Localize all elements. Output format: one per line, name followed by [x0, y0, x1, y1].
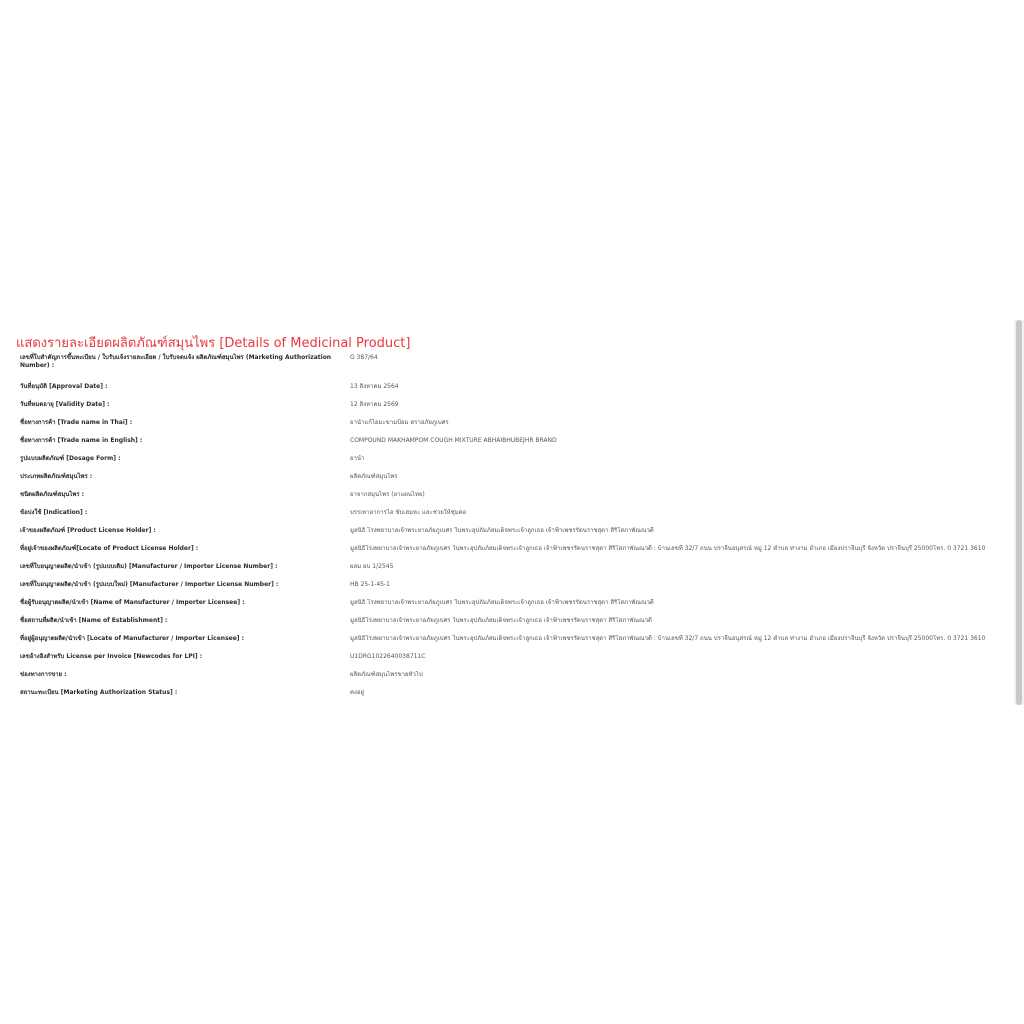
field-row-product-license-holder: [20, 527, 1000, 535]
field-row-indication: [20, 509, 1000, 517]
field-value: ผลิตภัณฑ์สมุนไพรขายทั่วไป: [350, 671, 423, 678]
field-label: เลขที่ใบอนุญาตผลิต/นำเข้า (รูปแบบเดิม) [Manufacturer / Importer License Number] :: [20, 563, 278, 570]
field-row-marketing-authorization-number: [20, 354, 1000, 370]
field-value: ยาจากสมุนไพร (ยาแผนไทย): [350, 491, 425, 498]
field-label: ข้อบ่งใช้ [Indication] :: [20, 509, 88, 516]
field-label: ช่องทางการขาย :: [20, 671, 67, 678]
field-row-trade-name-english: [20, 437, 1000, 445]
field-label: ชื่อทางการค้า [Trade name in English] :: [20, 437, 143, 444]
vertical-scrollbar[interactable]: [1014, 320, 1024, 705]
field-row-sales-channel: [20, 671, 1000, 679]
field-row-trade-name-thai: [20, 419, 1000, 427]
field-row-dosage-form: [20, 455, 1000, 463]
field-value: ยาน้ำ: [350, 455, 365, 462]
field-value: 13 สิงหาคม 2564: [350, 383, 399, 390]
field-row-herbal-product-category: [20, 473, 1000, 481]
field-row-licensee-address: [20, 635, 1000, 643]
field-label: เจ้าของผลิตภัณฑ์ [Product License Holder] :: [20, 527, 156, 534]
field-value: G 387/64: [350, 354, 378, 361]
page-title: แสดงรายละเอียดผลิตภัณฑ์สมุนไพร [Details of Medicinal Product]: [16, 336, 411, 351]
field-value: คงอยู่: [350, 689, 365, 696]
field-row-product-license-holder-address: [20, 545, 1000, 553]
field-row-authorization-status: [20, 689, 1000, 697]
scrollbar-thumb[interactable]: [1016, 320, 1022, 705]
field-row-license-number-old: [20, 563, 1000, 571]
field-value: มูลนิธิ โรงพยาบาลเจ้าพระยาอภัยภูเบศร ในพระอุปถัมภ์สมเด็จพระเจ้าลูกเธอ เจ้าฟ้าเพชรรัตนราชสุดา สิริโสภาพัณณวดี: [350, 599, 654, 606]
field-row-licensee-name: [20, 599, 1000, 607]
field-label: ที่อยู่เจ้าของผลิตภัณฑ์[Locate of Product License Holder] :: [20, 545, 199, 552]
field-row-lpi-newcode: [20, 653, 1000, 661]
field-label: ชนิดผลิตภัณฑ์สมุนไพร :: [20, 491, 85, 498]
field-label: รูปแบบผลิตภัณฑ์ [Dosage Form] :: [20, 455, 121, 462]
field-label: ชื่อทางการค้า [Trade name in Thai] :: [20, 419, 133, 426]
field-label: เลขอ้างอิงสำหรับ License per Invoice [Newcodes for LPI] :: [20, 653, 203, 660]
field-row-establishment-name: [20, 617, 1000, 625]
field-value: มูลนิธิ โรงพยาบาลเจ้าพระยาอภัยภูเบศร ในพระอุปถัมภ์สมเด็จพระเจ้าลูกเธอ เจ้าฟ้าเพชรรัตนราชสุดา สิริโสภาพัณณวดี: [350, 527, 654, 534]
field-label: สถานะทะเบียน [Marketing Authorization Status] :: [20, 689, 178, 696]
field-value: มูลนิธิโรงพยาบาลเจ้าพระยาอภัยภูเบศร ในพระอุปถัมภ์สมเด็จพระเจ้าลูกเธอ เจ้าฟ้าเพชรรัตนราชสุดา สิริโสภาพัณณวดี : บ้านเลขที่ 32/7 ถนน ปราจีนอนุสรณ์ หมู่ 12 ตำบล ท่างาม อำเภอ เมืองปราจีนบุรี จังหวัด ปราจีนบุรี 25000โทร. 0 3721 3610: [350, 545, 986, 552]
field-value: U1DRG1022640038711C: [350, 653, 426, 660]
field-row-validity-date: [20, 401, 1000, 409]
field-value: ผลม ผบ 1/2545: [350, 563, 394, 570]
field-value: HB 25-1-45-1: [350, 581, 390, 588]
field-value: บรรเทาอาการไอ ขับเสมหะ และช่วยให้ชุ่มคอ: [350, 509, 467, 516]
field-label: เลขที่ใบสำคัญการขึ้นทะเบียน / ใบรับแจ้งรายละเอียด / ใบรับจดแจ้ง ผลิตภัณฑ์สมุนไพร (Marketing Authorization Number) :: [20, 354, 332, 369]
field-value: ยาน้ำแก้ไอมะขามป้อม ตราอภัยภูเบศร: [350, 419, 449, 426]
field-label: เลขที่ใบอนุญาตผลิต/นำเข้า (รูปแบบใหม่) [Manufacturer / Importer License Number] :: [20, 581, 279, 588]
field-label: ชื่อผู้รับอนุญาตผลิต/นำเข้า [Name of Manufacturer / Importer Licensee] :: [20, 599, 245, 606]
field-row-herbal-product-type: [20, 491, 1000, 499]
field-label: ชื่อสถานที่ผลิต/นำเข้า [Name of Establishment] :: [20, 617, 168, 624]
field-value: มูลนิธิโรงพยาบาลเจ้าพระยาอภัยภูเบศร ในพระอุปถัมภ์สมเด็จพระเจ้าลูกเธอ เจ้าฟ้าเพชรรัตนราชสุดา สิริโสภาพัณณวดี : บ้านเลขที่ 32/7 ถนน ปราจีนอนุสรณ์ หมู่ 12 ตำบล ท่างาม อำเภอ เมืองปราจีนบุรี จังหวัด ปราจีนบุรี 25000โทร. 0 3721 3610: [350, 635, 986, 642]
field-value: 12 สิงหาคม 2569: [350, 401, 399, 408]
field-value: ผลิตภัณฑ์สมุนไพร: [350, 473, 398, 480]
field-row-license-number-new: [20, 581, 1000, 589]
field-label: วันที่อนุมัติ [Approval Date] :: [20, 383, 108, 390]
field-value: COMPOUND MAKHAMPOM COUGH MIXTURE ABHAIBHUBEJHR BRAND: [350, 437, 557, 444]
field-row-approval-date: [20, 383, 1000, 391]
field-label: ประเภทผลิตภัณฑ์สมุนไพร :: [20, 473, 93, 480]
field-value: มูลนิธิโรงพยาบาลเจ้าพระยาอภัยภูเบศร ในพระอุปถัมภ์สมเด็จพระเจ้าลูกเธอ เจ้าฟ้าเพชรรัตนราชสุดา สิริโสภาพัณณวดี: [350, 617, 652, 624]
field-label: วันที่หมดอายุ [Validity Date] :: [20, 401, 110, 408]
field-label: ที่อยู่ผู้อนุญาตผลิต/นำเข้า [Locate of Manufacturer / Importer Licensee] :: [20, 635, 245, 642]
